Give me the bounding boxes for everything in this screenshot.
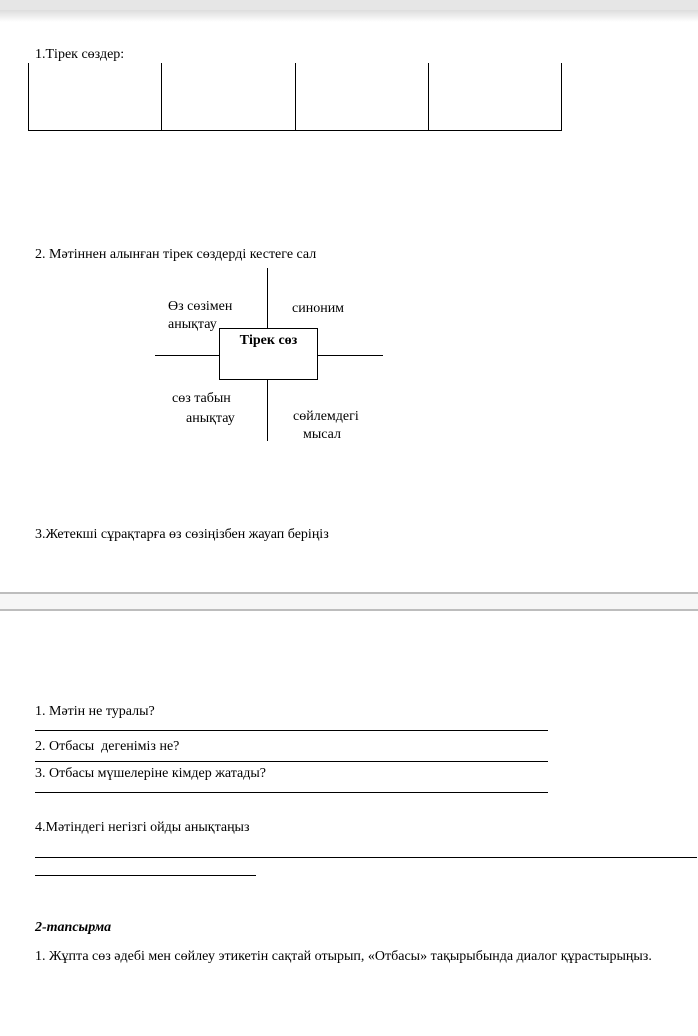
question-4-label: 4.Мәтіндегі негізгі ойды анықтаңыз [35, 820, 250, 835]
keywords-table-cell-2[interactable] [161, 63, 294, 130]
keywords-table-cell-3[interactable] [295, 63, 428, 130]
keywords-table-cell-4[interactable] [428, 63, 562, 130]
diagram-label-bottomright-2: мысал [303, 427, 341, 442]
top-bar-shadow [0, 10, 698, 22]
diagram-center-box [219, 328, 318, 380]
task2-item1-label: 1. Жұпта сөз әдебі мен сөйлеу этикетін сақтай отырып, «Отбасы» тақырыбында диалог құрастырыңыз. [35, 949, 652, 964]
diagram-line-left [155, 355, 219, 356]
task2-instruction-label: 2. Мәтіннен алынған тірек сөздерді кестеге сал [35, 247, 317, 262]
page-break-divider [0, 592, 698, 611]
diagram-label-bottomright-1: сөйлемдегі [293, 409, 359, 424]
diagram-center-label: Тірек сөз [239, 333, 298, 348]
diagram-label-topleft-2: анықтау [168, 317, 217, 332]
answer-line-1[interactable] [35, 730, 548, 731]
diagram-line-bottom [267, 380, 268, 441]
keywords-table [28, 63, 562, 131]
answer-line-3[interactable] [35, 792, 548, 793]
answer-line-2[interactable] [35, 761, 548, 762]
diagram-label-topright: синоним [292, 301, 345, 316]
task2-heading: 2-тапсырма [35, 920, 112, 935]
keywords-table-cell-1[interactable] [28, 63, 161, 130]
answer-line-4a[interactable] [35, 857, 697, 858]
window-top-bar [0, 0, 698, 10]
diagram-label-bottomleft-2: анықтау [186, 411, 235, 426]
answer-line-4b[interactable] [35, 875, 256, 876]
question-1-label: 1. Мәтін не туралы? [35, 704, 155, 719]
task3-instruction-label: 3.Жетекші сұрақтарға өз сөзіңізбен жауап беріңіз [35, 527, 329, 542]
task1-keywords-label: 1.Тірек сөздер: [35, 47, 125, 62]
question-2-label: 2. Отбасы дегеніміз не? [35, 739, 180, 754]
diagram-label-bottomleft-1: сөз табын [172, 391, 231, 406]
diagram-line-right [318, 355, 383, 356]
question-3-label: 3. Отбасы мүшелеріне кімдер жатады? [35, 766, 266, 781]
diagram-line-top [267, 268, 268, 328]
diagram-label-topleft-1: Өз сөзімен [168, 299, 233, 314]
